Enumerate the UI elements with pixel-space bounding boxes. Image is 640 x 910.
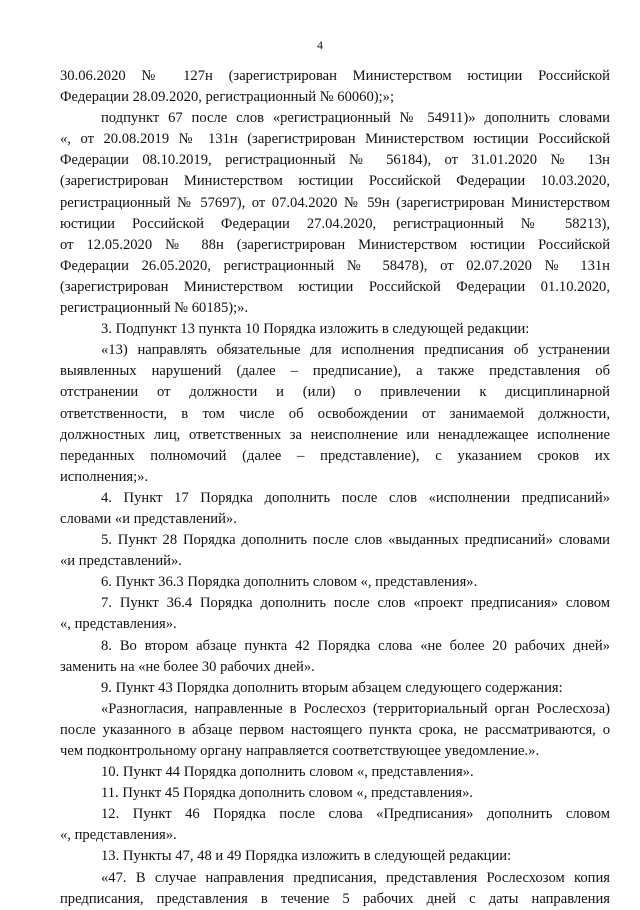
text-line: «13) направлять обязательные для исполнения предписания об устранении <box>101 342 610 359</box>
text-line: (зарегистрирован Министерством юстиции Российской Федерации 01.10.2020, <box>60 278 610 295</box>
text-line: чем подконтрольному органу направляется соответствующее уведомление.». <box>60 743 540 759</box>
text-line: 13. Пункты 47, 48 и 49 Порядка изложить в следующей редакции: <box>101 848 512 865</box>
text-line: должностных лиц, ответственных за неисполнение или ненадлежащее исполнение <box>60 426 610 443</box>
text-line: 4. Пункт 17 Порядка дополнить после слов «исполнении предписаний» <box>101 489 610 506</box>
text-line: ответственности, в том числе об освобождении от занимаемой должности, <box>60 405 610 422</box>
document-body <box>60 66 610 910</box>
text-line: «, от 20.08.2019 № 131н (зарегистрирован Министерством юстиции Российской <box>60 131 610 148</box>
text-line: переданных полномочий (далее – представление), с указанием сроков их <box>60 447 610 464</box>
text-line: словами «и представлений». <box>60 510 237 527</box>
text-line: регистрационный № 60185);». <box>60 300 249 317</box>
text-line: «47. В случае направления предписания, представления Рослесхозом копия <box>101 869 610 886</box>
text-line: предписания, представления в течение 5 рабочих дней с даты направления <box>60 890 610 907</box>
text-line: 10. Пункт 44 Порядка дополнить словом «, представления». <box>101 764 474 781</box>
text-line: 11. Пункт 45 Порядка дополнить словом «, представления». <box>101 785 474 802</box>
text-line: 5. Пункт 28 Порядка дополнить после слов «выданных предписаний» словами <box>101 532 610 549</box>
text-line: 12. Пункт 46 Порядка после слова «Предписания» дополнить словом <box>101 806 610 823</box>
text-line: Федерации 26.05.2020, регистрационный № 58478), от 02.07.2020 № 131н <box>60 257 610 274</box>
text-line: регистрационный № 57697), от 07.04.2020 № 59н (зарегистрирован Министерством <box>60 194 610 211</box>
text-line: исполнения;». <box>60 468 149 485</box>
text-line: юстиции Российской Федерации 27.04.2020, регистрационный № 58213), <box>60 215 610 232</box>
text-line: Федерации 28.09.2020, регистрационный № 60060);»; <box>60 89 395 106</box>
text-line: выявленных нарушений (далее – предписание), а также представления об <box>60 363 610 380</box>
text-line: «, представления». <box>60 827 177 844</box>
page-number: 4 <box>317 38 323 52</box>
text-line: 6. Пункт 36.3 Порядка дополнить словом «, представления». <box>101 574 478 591</box>
text-line: отстранении от должности и (или) о привлечении к дисциплинарной <box>60 384 610 401</box>
text-line: «Разногласия, направленные в Рослесхоз (территориальный орган Рослесхоза) <box>101 700 610 717</box>
text-line: подпункт 67 после слов «регистрационный № 54911)» дополнить словами <box>101 110 610 127</box>
text-line: после указанного в абзаце первом настоящего пункта срока, не рассматриваются, о <box>60 721 610 738</box>
text-line: заменить на «не более 30 рабочих дней». <box>60 658 315 675</box>
text-line: 9. Пункт 43 Порядка дополнить вторым абзацем следующего содержания: <box>101 679 563 696</box>
text-line: 3. Подпункт 13 пункта 10 Порядка изложить в следующей редакции: <box>101 321 530 338</box>
text-line: Федерации 08.10.2019, регистрационный № 56184), от 31.01.2020 № 13н <box>60 152 610 169</box>
text-line: от 12.05.2020 № 88н (зарегистрирован Министерством юстиции Российской <box>60 236 610 253</box>
text-line: «, представления». <box>60 616 177 633</box>
text-line: 7. Пункт 36.4 Порядка дополнить после слов «проект предписания» словом <box>101 595 610 612</box>
text-line: «и представлений». <box>60 553 182 570</box>
text-line: 30.06.2020 № 127н (зарегистрирован Министерством юстиции Российской <box>60 68 610 84</box>
text-line: 8. Во втором абзаце пункта 42 Порядка слова «не более 20 рабочих дней» <box>101 637 610 654</box>
text-line: (зарегистрирован Министерством юстиции Российской Федерации 10.03.2020, <box>60 173 610 190</box>
